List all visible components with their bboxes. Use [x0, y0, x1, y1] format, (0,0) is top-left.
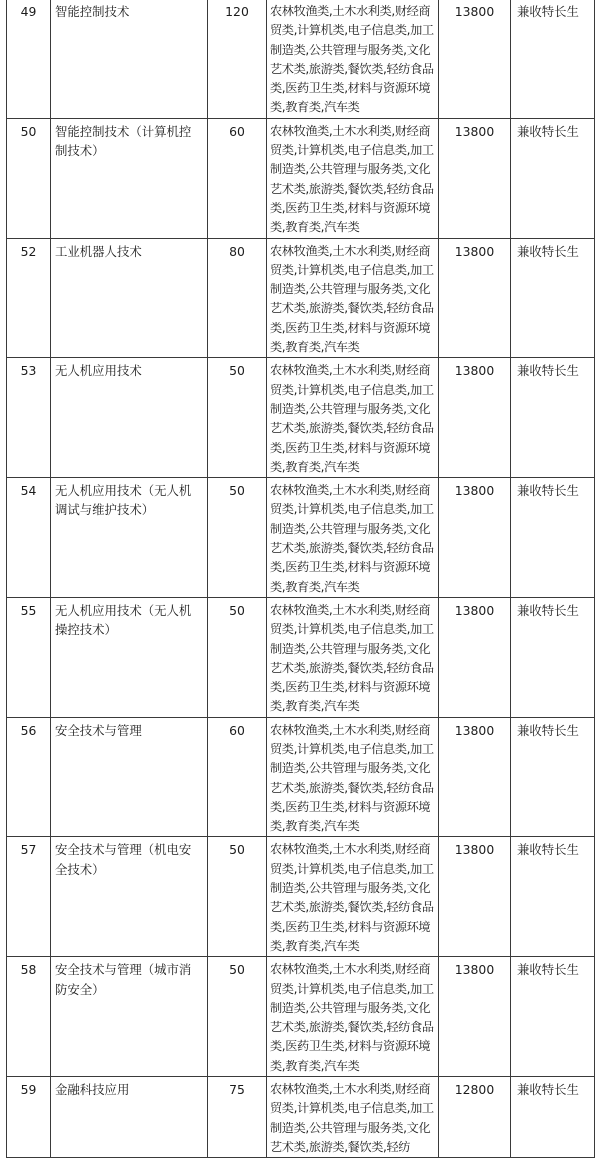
table-row	[7, 717, 595, 837]
row-number-text: 49	[20, 4, 37, 19]
remark-cell	[511, 0, 595, 118]
row-number-cell	[7, 478, 51, 598]
major-name-text: 金融科技应用	[55, 1082, 130, 1098]
remark-text: 兼收特长生	[517, 962, 579, 978]
tuition-fee-cell	[439, 837, 511, 957]
subject-categories-text: 农林牧渔类,土木水利类,财经商贸类,计算机类,电子信息类,加工制造类,公共管理与服务类,文化艺术类,旅游类,餐饮类,轻纺食品类,医药卫生类,材料与资源环境类,教育类,汽车类	[270, 842, 434, 953]
subject-categories-text: 农林牧渔类,土木水利类,财经商贸类,计算机类,电子信息类,加工制造类,公共管理与服务类,文化艺术类,旅游类,餐饮类,轻纺食品类,医药卫生类,材料与资源环境类,教育类,汽车类	[270, 602, 434, 714]
table-row	[7, 837, 595, 957]
row-number-text: 59	[20, 1082, 37, 1098]
tuition-fee-text: 13800	[454, 4, 495, 19]
table-row	[7, 597, 595, 717]
row-number-cell	[7, 837, 51, 957]
subject-categories-text: 农林牧渔类,土木水利类,财经商贸类,计算机类,电子信息类,加工制造类,公共管理与服务类,文化艺术类,旅游类,餐饮类,轻纺食品类,医药卫生类,材料与资源环境类,教育类,汽车类	[270, 483, 434, 594]
table-row	[7, 957, 595, 1077]
enrollment-table	[6, 0, 595, 1158]
tuition-fee-text: 13800	[454, 602, 495, 618]
remark-text: 兼收特长生	[517, 123, 579, 139]
major-name-text: 安全技术与管理	[55, 722, 142, 738]
major-name-cell	[51, 118, 208, 238]
plan-count-cell	[208, 1077, 267, 1158]
remark-text: 兼收特长生	[517, 4, 579, 19]
remark-text: 兼收特长生	[517, 602, 579, 618]
row-number-cell	[7, 957, 51, 1077]
major-name-text: 工业机器人技术	[55, 243, 142, 259]
plan-count-cell	[208, 238, 267, 358]
plan-count-cell	[208, 717, 267, 837]
plan-count-cell	[208, 358, 267, 478]
remark-text: 兼收特长生	[517, 1082, 579, 1098]
major-name-text: 无人机应用技术（无人机调试与维护技术）	[55, 483, 192, 518]
tuition-fee-text: 13800	[454, 123, 495, 139]
tuition-fee-cell	[439, 358, 511, 478]
row-number-text: 56	[20, 722, 37, 738]
plan-count-text: 80	[229, 243, 245, 259]
row-number-cell	[7, 1077, 51, 1158]
subject-categories-text: 农林牧渔类,土木水利类,财经商贸类,计算机类,电子信息类,加工制造类,公共管理与服务类,文化艺术类,旅游类,餐饮类,轻纺食品类,医药卫生类,材料与资源环境类,教育类,汽车类	[270, 722, 434, 834]
major-name-text: 智能控制技术（计算机控制技术）	[55, 123, 192, 159]
tuition-fee-text: 13800	[454, 363, 495, 379]
tuition-fee-text: 13800	[454, 842, 495, 858]
table-row	[7, 0, 595, 118]
row-number-cell	[7, 597, 51, 717]
row-number-cell	[7, 238, 51, 358]
remark-cell	[511, 957, 595, 1077]
row-number-cell	[7, 0, 51, 118]
subject-categories-text: 农林牧渔类,土木水利类,财经商贸类,计算机类,电子信息类,加工制造类,公共管理与服务类,文化艺术类,旅游类,餐饮类,轻纺食品类,医药卫生类,材料与资源环境类,教育类,汽车类	[270, 363, 434, 474]
subject-categories-cell	[267, 957, 439, 1077]
major-name-cell	[51, 358, 208, 478]
remark-cell	[511, 118, 595, 238]
subject-categories-cell	[267, 238, 439, 358]
plan-count-text: 50	[229, 842, 245, 858]
plan-count-cell	[208, 118, 267, 238]
major-name-cell	[51, 717, 208, 837]
row-number-cell	[7, 358, 51, 478]
remark-cell	[511, 717, 595, 837]
remark-text: 兼收特长生	[517, 722, 579, 738]
major-name-cell	[51, 478, 208, 598]
plan-count-text: 50	[229, 363, 245, 379]
remark-text: 兼收特长生	[517, 243, 579, 259]
major-name-text: 无人机应用技术（无人机操控技术）	[55, 602, 192, 638]
tuition-fee-cell	[439, 238, 511, 358]
major-name-cell	[51, 0, 208, 118]
tuition-fee-cell	[439, 597, 511, 717]
major-name-cell	[51, 1077, 208, 1158]
subject-categories-cell	[267, 717, 439, 837]
remark-text: 兼收特长生	[517, 842, 579, 858]
major-name-cell	[51, 837, 208, 957]
row-number-text: 55	[20, 602, 37, 618]
row-number-text: 52	[20, 243, 37, 259]
major-name-cell	[51, 597, 208, 717]
major-name-cell	[51, 238, 208, 358]
plan-count-cell	[208, 597, 267, 717]
tuition-fee-text: 13800	[454, 962, 495, 978]
row-number-text: 58	[20, 962, 37, 978]
subject-categories-cell	[267, 0, 439, 118]
subject-categories-text: 农林牧渔类,土木水利类,财经商贸类,计算机类,电子信息类,加工制造类,公共管理与服务类,文化艺术类,旅游类,餐饮类,轻纺食品类,医药卫生类,材料与资源环境类,教育类,汽车类	[270, 962, 434, 1073]
remark-cell	[511, 597, 595, 717]
table-row	[7, 1077, 595, 1158]
plan-count-text: 50	[229, 602, 245, 618]
tuition-fee-text: 12800	[454, 1082, 495, 1098]
subject-categories-cell	[267, 597, 439, 717]
table-row	[7, 118, 595, 238]
tuition-fee-cell	[439, 478, 511, 598]
table-row	[7, 478, 595, 598]
remark-cell	[511, 1077, 595, 1158]
subject-categories-text: 农林牧渔类,土木水利类,财经商贸类,计算机类,电子信息类,加工制造类,公共管理与服务类,文化艺术类,旅游类,餐饮类,轻纺	[270, 1082, 434, 1154]
plan-count-cell	[208, 837, 267, 957]
plan-count-text: 75	[229, 1082, 245, 1098]
row-number-text: 53	[20, 363, 37, 379]
remark-text: 兼收特长生	[517, 363, 579, 379]
tuition-fee-cell	[439, 1077, 511, 1158]
plan-count-cell	[208, 0, 267, 118]
subject-categories-text: 农林牧渔类,土木水利类,财经商贸类,计算机类,电子信息类,加工制造类,公共管理与服务类,文化艺术类,旅游类,餐饮类,轻纺食品类,医药卫生类,材料与资源环境类,教育类,汽车类	[270, 243, 434, 355]
major-name-text: 无人机应用技术	[55, 363, 142, 379]
tuition-fee-cell	[439, 717, 511, 837]
remark-cell	[511, 358, 595, 478]
remark-cell	[511, 238, 595, 358]
major-name-text: 智能控制技术	[55, 4, 130, 19]
plan-count-text: 60	[229, 123, 245, 139]
tuition-fee-cell	[439, 0, 511, 118]
tuition-fee-text: 13800	[454, 243, 495, 259]
table-body	[7, 0, 595, 1158]
subject-categories-cell	[267, 1077, 439, 1158]
table-row	[7, 238, 595, 358]
remark-text: 兼收特长生	[517, 483, 579, 499]
row-number-cell	[7, 717, 51, 837]
subject-categories-cell	[267, 478, 439, 598]
row-number-text: 54	[20, 483, 37, 499]
tuition-fee-text: 13800	[454, 483, 495, 499]
major-name-text: 安全技术与管理（城市消防安全）	[55, 962, 192, 997]
plan-count-cell	[208, 478, 267, 598]
plan-count-text: 50	[229, 962, 245, 978]
tuition-fee-cell	[439, 118, 511, 238]
subject-categories-cell	[267, 837, 439, 957]
row-number-text: 57	[20, 842, 37, 858]
tuition-fee-text: 13800	[454, 722, 495, 738]
major-name-cell	[51, 957, 208, 1077]
subject-categories-cell	[267, 118, 439, 238]
row-number-text: 50	[20, 123, 37, 139]
plan-count-text: 50	[229, 483, 245, 499]
subject-categories-text: 农林牧渔类,土木水利类,财经商贸类,计算机类,电子信息类,加工制造类,公共管理与服务类,文化艺术类,旅游类,餐饮类,轻纺食品类,医药卫生类,材料与资源环境类,教育类,汽车类	[270, 4, 434, 115]
remark-cell	[511, 837, 595, 957]
plan-count-text: 60	[229, 722, 245, 738]
plan-count-cell	[208, 957, 267, 1077]
table-row	[7, 358, 595, 478]
plan-count-text: 120	[225, 4, 249, 19]
subject-categories-text: 农林牧渔类,土木水利类,财经商贸类,计算机类,电子信息类,加工制造类,公共管理与服务类,文化艺术类,旅游类,餐饮类,轻纺食品类,医药卫生类,材料与资源环境类,教育类,汽车类	[270, 123, 434, 235]
subject-categories-cell	[267, 358, 439, 478]
major-name-text: 安全技术与管理（机电安全技术）	[55, 842, 192, 877]
remark-cell	[511, 478, 595, 598]
row-number-cell	[7, 118, 51, 238]
tuition-fee-cell	[439, 957, 511, 1077]
